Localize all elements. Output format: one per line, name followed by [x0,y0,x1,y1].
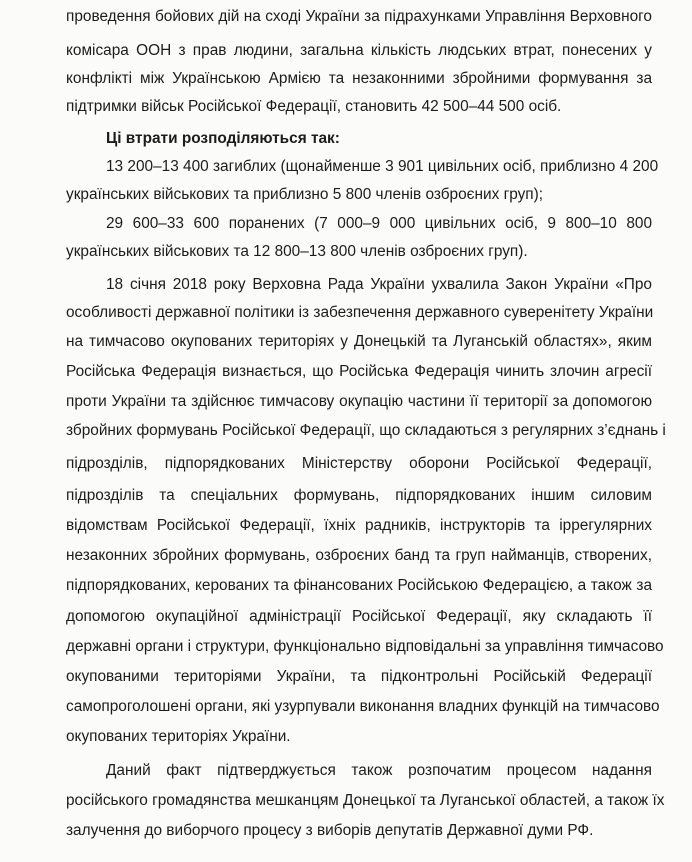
paragraph-5-line-2: російського громадянства мешканцям Донецької та Луганської областей, а також їх [66,792,665,809]
paragraph-1-line-3: конфлікті між Українською Армією та незаконними збройними формування за [66,70,652,87]
paragraph-4-line-7: підрозділів, підпорядкованих Міністерству оборони Російської Федерації, [66,455,652,472]
paragraph-4-line-6: збройних формувань Російської Федерації, що складаються з регулярних з’єднань і [66,422,666,439]
paragraph-4-line-8: підрозділів та спеціальних формувань, підпорядкованих іншим силовим [66,487,652,504]
paragraph-4-line-2: особливості державної політики із забезпечення державного суверенітету України [66,304,654,321]
paragraph-4-line-9: відомствам Російської Федерації, їхніх радників, інструкторів та іррегулярних [66,517,652,534]
paragraph-1-line-2: комісара ООН з прав людини, загальна кількість людських втрат, понесених у [66,42,652,59]
paragraph-2-line-1: 13 200–13 400 загиблих (щонайменше 3 901 цивільних осіб, приблизно 4 200 [106,158,659,175]
paragraph-4-line-1: 18 січня 2018 року Верховна Рада України ухвалила Закон України «Про [106,276,652,293]
paragraph-4-line-13: державні органи і структури, функціонально відповідальні за управління тимчасово [66,638,664,655]
paragraph-3-line-2: українських військових та 12 800–13 800 членів озброєних груп). [66,243,528,260]
paragraph-4-line-14: окупованими територіями України, та підконтрольні Російській Федерації [66,668,652,685]
paragraph-4-line-3: на тимчасово окупованих територіях у Донецькій та Луганській областях», яким [66,333,652,350]
paragraph-5-line-1: Даний факт підтверджується також розпочатим процесом надання [106,762,652,779]
paragraph-4-line-16: окупованих територіях України. [66,728,291,745]
paragraph-5-line-3: залучення до виборчого процесу з виборів депутатів Державної думи РФ. [66,822,594,839]
paragraph-4-line-15: самопроголошені органи, які узурпували виконання владних функцій на тимчасово [66,698,660,715]
paragraph-3-line-1: 29 600–33 600 поранених (7 000–9 000 цивільних осіб, 9 800–10 800 [106,215,652,232]
paragraph-2-line-2: українських військових та приблизно 5 800 членів озброєних груп); [66,186,544,203]
paragraph-4-line-4: Російська Федерація визнається, що Російська Федерація чинить злочин агресії [66,363,652,380]
section-heading: Ці втрати розподіляються так: [106,130,340,147]
paragraph-4-line-10: незаконних збройних формувань, озброєних банд та груп найманців, створених, [66,547,652,564]
paragraph-1-line-1: проведення бойових дій на сході України за підрахунками Управління Верховного [66,8,652,25]
paragraph-4-line-5: проти України та здійснює тимчасову окупацію частини її території за допомогою [66,393,652,410]
paragraph-4-line-12: допомогою окупаційної адміністрації Російської Федерації, яку складають її [66,608,652,625]
paragraph-1-line-4: підтримки військ Російської Федерації, становить 42 500–44 500 осіб. [66,98,562,115]
paragraph-4-line-11: підпорядкованих, керованих та фінансованих Російською Федерацією, а також за [66,577,652,594]
